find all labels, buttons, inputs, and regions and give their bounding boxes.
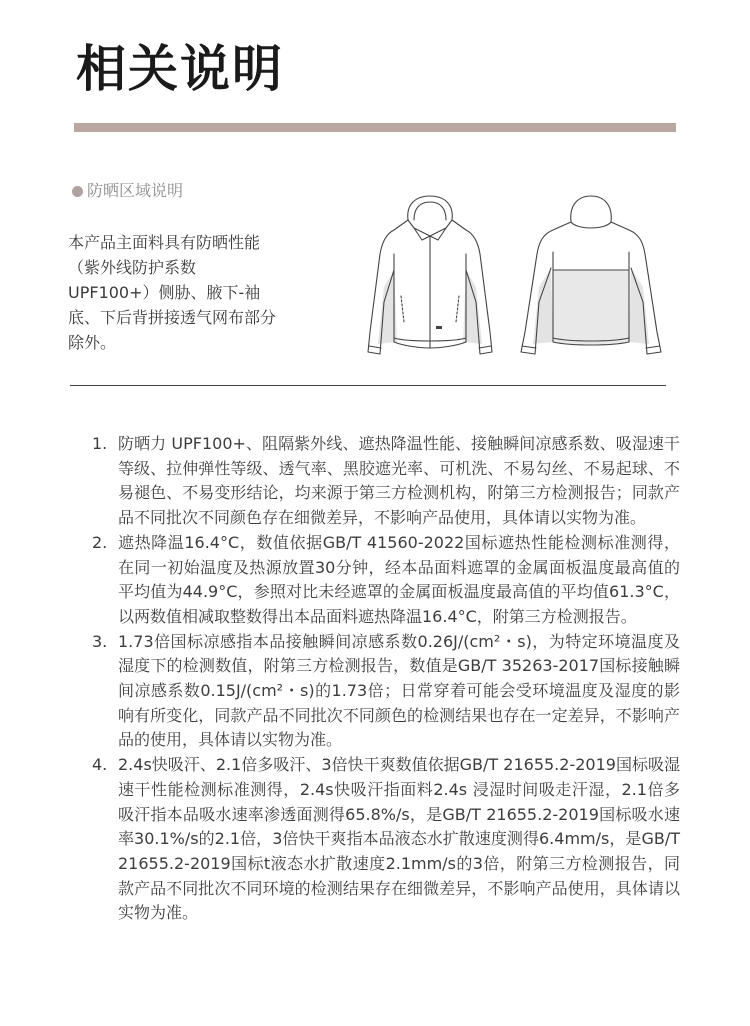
note-number: 3. [92, 631, 108, 651]
note-text: 2.4s快吸汗、2.1倍多吸汗、3倍快干爽数值依据GB/T 21655.2-2019国标吸湿速干性能检测标准测得，2.4s快吸汗指面料2.4s 浸湿时间吸走汗湿，2.1倍多吸汗指本品吸水速率渗透面测得65.8%/s，是GB/T 21655.2-2019国标吸水速率30.1%/s的2.1倍，3倍快干爽指本品液态水扩散速度测得6.4mm/s，是GB/T 21655.2-2019国标t液态水扩散速度2.1mm/s的3倍，附第三方检测报告，同款产品不同批次不同环境的检测结果存在细微差异，不影响产品使用，具体请以实物为准。 [118, 755, 680, 923]
notes-list [92, 432, 680, 926]
section-divider [70, 385, 666, 386]
list-item [92, 753, 680, 926]
section-label [72, 180, 183, 202]
bullet-dot-icon [72, 186, 83, 197]
jacket-back-icon [515, 192, 667, 358]
list-item [92, 630, 680, 754]
note-number: 1. [92, 434, 108, 453]
sun-area-description: 本产品主面料具有防晒性能（紫外线防护系数UPF100+）侧胁、腋下-袖底、下后背拼接透气网布部分除外。 [68, 233, 277, 352]
list-item [92, 432, 680, 531]
note-text: 遮热降温16.4°C，数值依据GB/T 41560-2022国标遮热性能检测标准测得，在同一初始温度及热源放置30分钟，经本品面料遮罩的金属面板温度最高值的平均值为44.9°C，参照对比未经遮罩的金属面板温度最高值的平均值61.3°C，以两数值相减取整数得出本品面料遮热降温16.4°C，附第三方检测报告。 [118, 532, 680, 626]
note-number: 2. [92, 532, 108, 552]
note-number: 4. [92, 755, 108, 775]
section-label-text: 防晒区域说明 [87, 181, 184, 200]
note-text: 1.73倍国标凉感指本品接触瞬间凉感系数0.26J/(cm²・s)，为特定环境温度及湿度下的检测数值，附第三方检测报告，数值是GB/T 35263-2017国标接触瞬间凉感系数0.15J/(cm²・s)的1.73倍；日常穿着可能会受环境温度及湿度的影响有所变化，同款产品不同批次不同颜色的检测结果也存在一定差异，不影响产品的使用，具体请以实物为准。 [118, 631, 680, 750]
jacket-front-icon [364, 192, 496, 358]
note-text: 防晒力 UPF100+、阻隔紫外线、遮热降温性能、接触瞬间凉感系数、吸湿速干等级、拉伸弹性等级、透气率、黑胶遮光率、可机洗、不易勾丝、不易起球、不易褪色、不易变形结论，均来源于第三方检测机构，附第三方检测报告；同款产品不同批次不同颜色存在细微差异，不影响产品使用，具体请以实物为准。 [118, 434, 680, 528]
page-title: 相关说明 [76, 40, 284, 98]
title-underline-bar [74, 123, 676, 132]
list-item [92, 531, 680, 630]
